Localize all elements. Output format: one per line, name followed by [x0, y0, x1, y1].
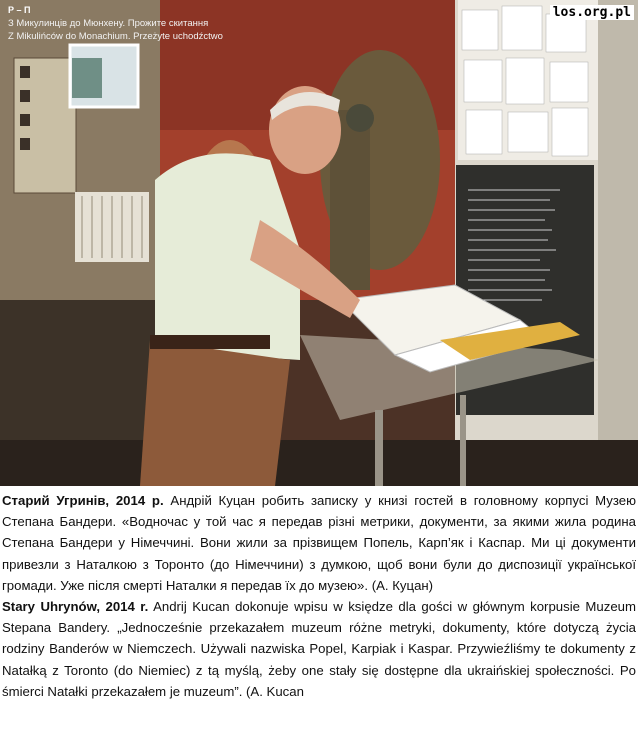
ukrainian-paragraph	[2, 490, 636, 596]
polish-lead: Stary Uhrynów, 2014 r.	[2, 599, 149, 615]
exhibit-caption-polish: Z Mikulińców do Monachium. Przeżyte uchodźctwo	[8, 31, 223, 42]
caption-text	[2, 490, 636, 702]
ukrainian-body: Андрій Куцан робить записку у книзі гостей в головному корпусі Музею Степана Бандери. «Водночас у той час я передав різні метрики, документи, за якими жила родина Степана Бандери у Німеччині. Вони жили за прізвищем Попель, Карп’як і Каспар. Ми ці документи привезли з Наталкою з Торонто (до Німеччини) з думкою, щоб вони були до диспозиції української громади. Уже після смерті Наталки я передав їх до музею». (А. Куцан)	[2, 493, 637, 593]
exhibit-caption-ukrainian: З Микулинців до Мюнхену. Прожите скитання	[8, 18, 209, 29]
exhibit-caption-tag: Р – П	[8, 5, 31, 15]
polish-paragraph	[2, 596, 636, 702]
site-watermark: los.org.pl	[550, 5, 634, 20]
ukrainian-lead: Старий Угринів, 2014 р.	[2, 493, 164, 508]
polish-body: Andrij Kucan dokonuje wpisu w księdze dla gości w głównym korpusie Muzeum Stepana Bandery. „Jednocześnie przekazałem muzeum różne metryki, dokumenty, które dotyczą życia rodziny Banderów w Niemczech. Używali nazwiska Popel, Karpiak i Kaspar. Przywieźliśmy te dokumenty z Natałką z Toronto (do Niemiec) z tą myślą, żeby one stały się dostępne dla ukraińskiej społeczności. Po śmierci Natałki przekazałem je muzeum”. (A. Kucan	[2, 599, 636, 699]
